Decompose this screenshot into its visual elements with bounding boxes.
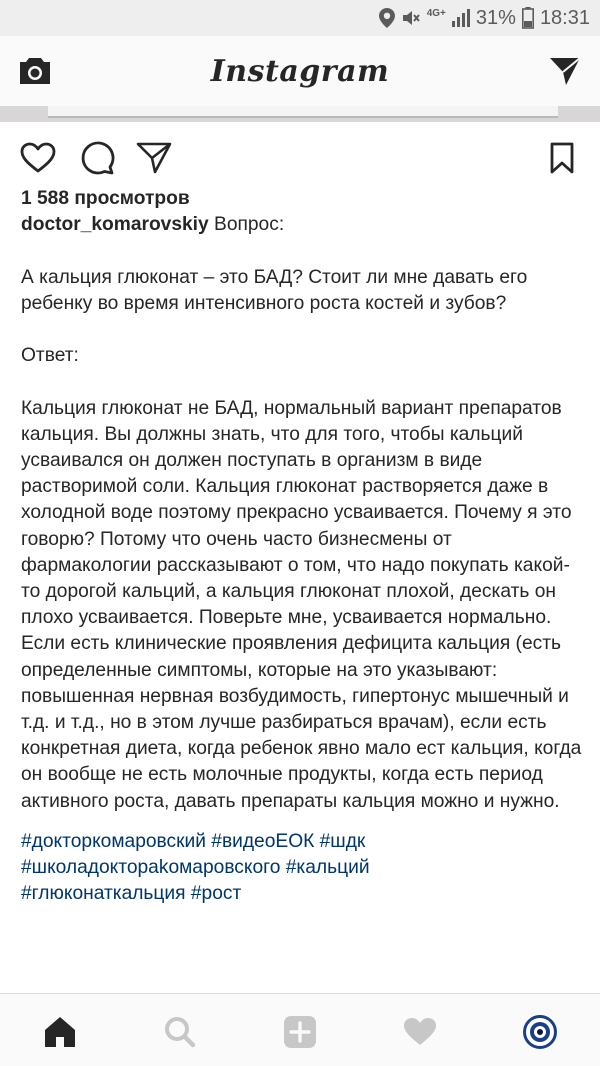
app-header <box>0 36 600 106</box>
view-count[interactable]: 1 588 просмотров <box>21 188 190 209</box>
post-actions <box>0 130 600 180</box>
battery-percent: 31% <box>475 6 516 29</box>
status-bar <box>0 0 600 36</box>
camera-icon[interactable] <box>18 56 52 86</box>
profile-icon[interactable] <box>520 1012 560 1052</box>
post-image-bottom[interactable] <box>0 106 600 122</box>
location-icon <box>379 8 395 28</box>
battery-icon <box>522 7 534 29</box>
clock: 18:31 <box>539 6 590 29</box>
bookmark-icon[interactable] <box>542 138 582 178</box>
direct-message-icon[interactable] <box>548 55 582 87</box>
signal-icon <box>452 9 470 27</box>
post-caption <box>21 212 586 815</box>
share-icon[interactable] <box>134 138 174 178</box>
post-content <box>21 186 586 907</box>
post-image-paper <box>48 106 558 118</box>
heart-icon[interactable] <box>18 138 58 178</box>
bottom-navigation <box>0 993 600 1066</box>
search-icon[interactable] <box>160 1012 200 1052</box>
home-icon[interactable] <box>40 1012 80 1052</box>
add-post-icon[interactable] <box>280 1012 320 1052</box>
instagram-logo: Instagram <box>210 53 390 89</box>
mute-icon <box>401 8 421 28</box>
caption-text: Вопрос: А кальция глюконат – это БАД? Стоит ли мне давать его ребенку во время интенсивного роста костей и зубов? Ответ: Кальция глюконат не БАД, нормальный вариант препаратов кальция. Вы должны знать, что для того, чтобы кальций усваивался он должен поступать в организм в виде растворимой соли. Кальция глюконат растворяется даже в холодной воде поэтому прекрасно усваивается. Почему я это говорю? Потому что очень часто бизнесмены от фармакологии рассказывают о том, что надо покупать какой-то дорогой кальций, а кальция глюконат плохой, дескать он плохо усваивается. Поверьте мне, усваивается нормально. Если есть клинические проявления дефицита кальция (есть определенные симптомы, которые на это указывают: повышенная нервная возбудимость, гипертонус мышечный и т.д. и т.д., но в этом лучше разбираться врачам), если есть конкретная диета, когда ребенок явно мало ест кальция, когда он вообще не есть молочные продукты, когда есть период активного роста, давать препараты кальция можно и нужно. <box>21 214 582 812</box>
network-type: 4G+ <box>426 8 446 19</box>
comment-icon[interactable] <box>77 138 117 178</box>
activity-heart-icon[interactable] <box>400 1012 440 1052</box>
post-username[interactable]: doctor_komarovskiy <box>21 214 209 236</box>
hashtags[interactable]: #докторкомаровский #видеоЕОК #шдк #школадоктораkомаровского #кальций #глюконаткальция #рост <box>21 830 370 905</box>
